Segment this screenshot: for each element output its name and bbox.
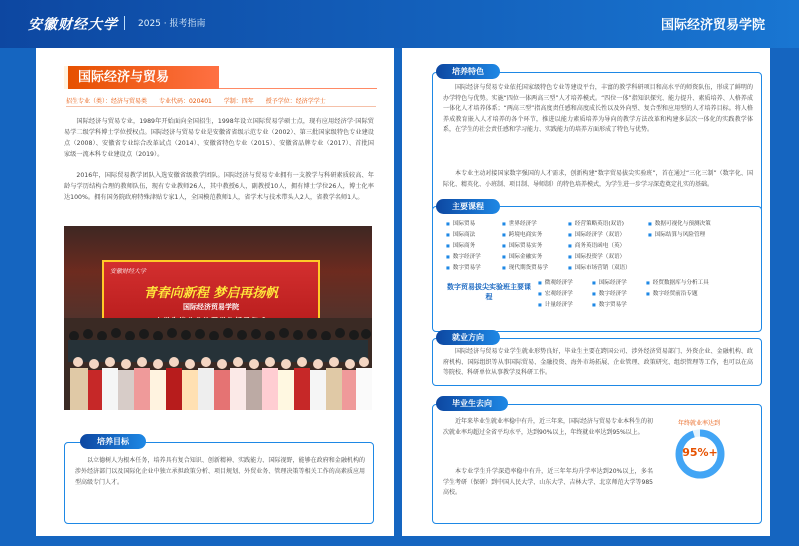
graduates-paragraph-2: 本专业学生升学深造率稳中有升，近三年年均升学率达到20%以上，多名学生考研（保研）到中国人民大学、山东大学、吉林大学、北京师范大学等985高校。 (443, 468, 653, 496)
course-item: ■ 国际经济学（双语） (568, 230, 625, 238)
course-item: ■ 世界经济学 (502, 219, 537, 227)
page-header (0, 0, 799, 48)
guide-title: 2025 · 报考指南 (138, 19, 206, 29)
title-underline (219, 88, 377, 89)
lab-course-item: ■ 数字经济学 (592, 289, 627, 297)
goal-label: 培养目标 (80, 434, 146, 449)
meta-divider (66, 106, 376, 107)
lab-course-item: ■ 数字经贸前沿专题 (646, 289, 698, 297)
course-item: ■ 国际贸易实务 (502, 241, 542, 249)
course-item: ■ 国际投资学（双语） (568, 252, 625, 260)
left-page (36, 48, 394, 536)
lab-course-item: ■ 微观经济学 (538, 278, 573, 286)
lab-course-item: ■ 数字贸易学 (592, 300, 627, 308)
features-paragraph-1: 国际经济与贸易专业依托国家级特色专业等建设平台，丰富的教学科研项目和高水平的师资队伍，形成了鲜明的办学特色与优势。实施“四位一体两高三型”人才培养模式。“四位一体”指知识探究、能力提升、素质培养、人格养成一体化人才培养体系；“两高三型”指高度责任感和高度成长性以及外向型、复合型和应用型的人才培养目标。将人格养成教育嵌入人才培养的各个环节，推进以能力素质培养为导向的教学方法改革和构建多层次一体化的实践教学体系，在学生的社会责任感和学习能力、实践能力的培养方面形成了特色与优势。 (443, 84, 753, 133)
intro-paragraph-1: 国际经济与贸易专业，1989年开始面向全国招生，1998年设立国际贸易学硕士点，现有应用经济学·国际贸易学二级学科博士学位授权点。国际经济与贸易专业是安徽省省级示范专业（2002）、第三批国家级特色专业建设点（2008）、安徽省专业综合改革试点（2014）、安徽省特色专业（2015）、安徽省品牌专业（2017）、首批国家级一流本科专业建设点（2019）。 (64, 118, 374, 158)
course-item: ■ 现代期货贸易学 (502, 263, 548, 271)
graduates-paragraph-1: 近年来毕业生就业率稳中有升，近三年来，国际经济与贸易专业本科生的初次就业率均超过全省平均水平，达到90%以上，年终就业率达到95%以上。 (443, 418, 654, 436)
course-item: ■ 商务英语函电（英） (568, 241, 625, 249)
features-paragraph-2: 本专业主动对接国家数字强国的人才需求，创新构建“数字贸易拔尖实验班”，首在通过“三化三制”（数字化、国际化、精英化、小班制、项目制、导师制）的特色培养模式，为学生进一步学习深造奠定扎实的基础。 (443, 170, 753, 188)
meta-code: 专业代码：020401 (158, 98, 212, 105)
course-item: ■ 国际贸易 (446, 219, 475, 227)
banner-logo: 安徽财经大学 (110, 268, 147, 275)
graduation-photo (64, 226, 372, 410)
course-item: ■ 跨境电商实务 (502, 230, 542, 238)
employment-rate-label: 年终就业率达到 (677, 420, 720, 427)
major-meta (66, 96, 376, 105)
features-box (432, 72, 762, 212)
meta-category: 招生专业（类）：经济与贸易类 (66, 98, 148, 105)
graduates-label: 毕业生去向 (436, 396, 508, 411)
lab-course-item: ■ 经贸数据库与分析工具 (646, 278, 709, 286)
course-item: ■ 数字贸易学 (446, 263, 481, 271)
course-item: ■ 数字经济学 (446, 252, 481, 260)
banner-college: 国际经济贸易学院 (183, 303, 239, 311)
meta-duration: 学制：四年 (223, 98, 254, 105)
employment-box (432, 338, 762, 386)
goal-text: 以立德树人为根本任务，培养具有复合知识、创新精神、实践能力、国际视野，能够在政府和金融机构的涉外经济部门以及国际化企业中独立承担政策分析、项目规划、外贸业务、管理决策等相关工作的高素质应用型高级专门人才。 (75, 457, 365, 486)
features-label: 培养特色 (436, 64, 500, 79)
university-logo: 安徽财经大学 (28, 17, 118, 33)
goal-box (64, 442, 374, 524)
college-name: 国际经济贸易学院 (660, 18, 765, 33)
lab-class-title: 数字贸易拔尖实验班主要课程 (447, 283, 531, 301)
course-item: ■ 数据可视化与预测决策 (648, 219, 711, 227)
major-title: 国际经济与贸易 (64, 66, 219, 89)
course-item: ■ 国际商法 (446, 230, 475, 238)
course-item: ■ 国际市场营销（双语） (568, 263, 631, 271)
courses-label: 主要课程 (436, 199, 500, 214)
employment-text: 国际经济与贸易专业学生就业形势良好，毕业生主要在跨国公司、涉外经济贸易部门、外资企业、金融机构、政府机构、国际组织等从事国际贸易、金融投资、海外市场拓展、企业管理、政策研究、组织管理等工作，也可以在高等院校、科研单位从事教学及科研工作。 (443, 348, 753, 376)
right-page (402, 48, 770, 536)
lab-course-item: ■ 国际经济学 (592, 278, 627, 286)
lab-course-item: ■ 计量经济学 (538, 300, 573, 308)
meta-degree: 授予学位：经济学学士 (265, 98, 326, 105)
employment-label: 就业方向 (436, 330, 500, 345)
course-item: ■ 国际商务 (446, 241, 475, 249)
lab-course-item: ■ 宏观经济学 (538, 289, 573, 297)
intro-paragraph-2: 2016年，国际贸易教学团队入选安徽省级教学团队。国际经济与贸易专业拥有一支教学与科研素质较高、年龄与学历结构合理的教师队伍，现有专业教师26人，其中教授6人，副教授10人，拥有博士学位26人，博士化率达100%。拥有国务院政府特殊津贴专家1人，全国模范教师1人，省学术与技术带头人2人，省教学名师1人。 (64, 172, 374, 201)
course-item: ■ 经营策略英语(双语) (568, 219, 624, 227)
graduates-crowd (64, 318, 372, 410)
banner-slogan: 青春向新程 梦启再扬帆 (143, 286, 279, 301)
course-item: ■ 国际金融实务 (502, 252, 542, 260)
course-item: ■ 国际结算与风险管理 (648, 230, 705, 238)
header-divider (124, 16, 125, 30)
employment-rate-value: 95%+ (682, 446, 718, 459)
